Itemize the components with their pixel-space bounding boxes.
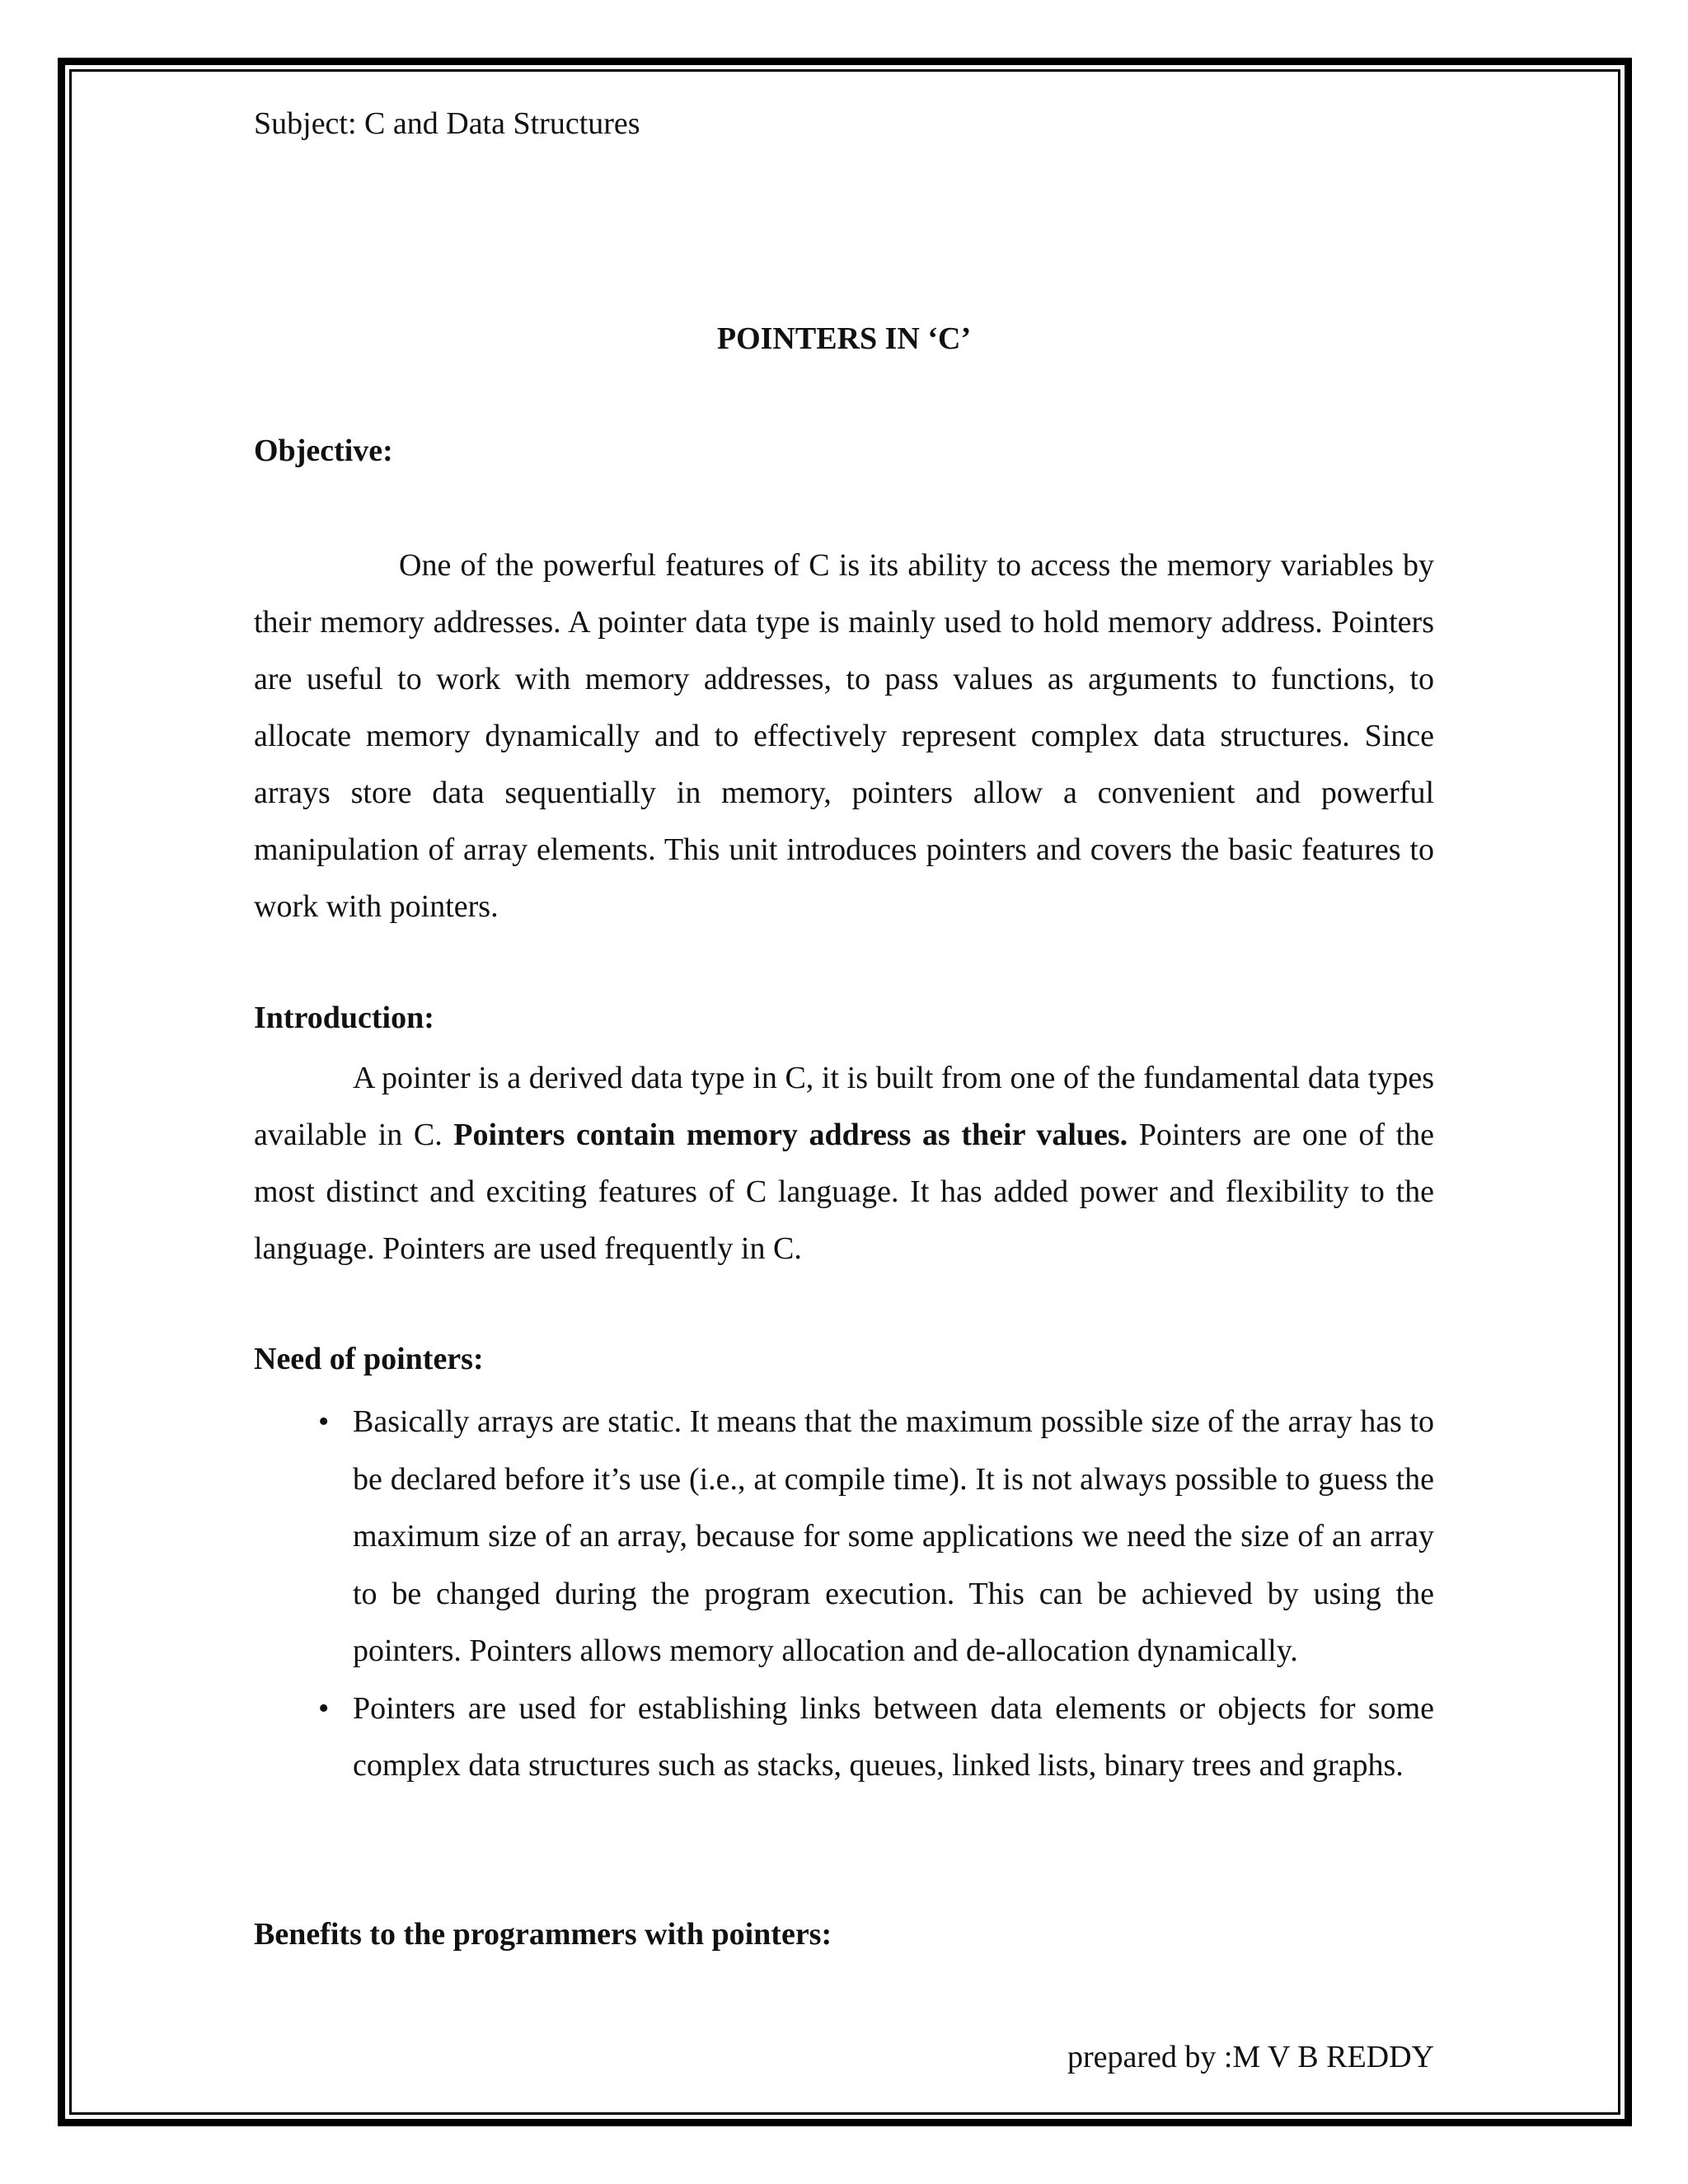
- need-bullet-list: [254, 1394, 1434, 1795]
- benefits-heading: Benefits to the programmers with pointers:: [254, 1917, 832, 1952]
- list-item: [254, 1680, 1434, 1795]
- bullet-icon: •: [318, 1690, 330, 1726]
- introduction-paragraph: [254, 1050, 1434, 1277]
- page-title: POINTERS IN ‘C’: [716, 321, 972, 356]
- bullet-text: Basically arrays are static. It means that the maximum possible size of the array has to be declared before it’s use (i.e., at compile time). It is not always possible to guess the maximum size of an array, because for some applications we need the size of an array to be changed during the program execution. This can be achieved by using the pointers. Pointers allows memory allocation and de-allocation dynamically.: [353, 1404, 1434, 1668]
- introduction-text-bold: Pointers contain memory address as their values.: [453, 1118, 1128, 1152]
- introduction-text-start: A pointer is a derived data type in C, it is built from one of the fundamental data types available in C.: [254, 1061, 1434, 1152]
- need-heading: Need of pointers:: [254, 1342, 484, 1376]
- objective-heading: Objective:: [254, 434, 393, 468]
- list-item: [254, 1394, 1434, 1680]
- introduction-heading: Introduction:: [254, 1001, 434, 1035]
- objective-paragraph: One of the powerful features of C is its ability to access the memory variables by their memory addresses. A pointer data type is mainly used to hold memory address. Pointers are useful to work with memory addresses, to pass values as arguments to functions, to allocate memory dynamically and to effectively represent complex data structures. Since arrays store data sequentially in memory, pointers allow a convenient and powerful manipulation of array elements. This unit introduces pointers and covers the basic features to work with pointers.: [254, 548, 1434, 924]
- subject-header: Subject: C and Data Structures: [254, 106, 640, 141]
- prepared-by-footer: prepared by :M V B REDDY: [1067, 2040, 1434, 2074]
- bullet-icon: •: [318, 1404, 330, 1439]
- introduction-text-end: Pointers are one of the most distinct and exciting features of C language. It has added power and flexibility to the language. Pointers are used frequently in C.: [254, 1118, 1434, 1266]
- bullet-text: Pointers are used for establishing links between data elements or objects for some complex data structures such as stacks, queues, linked lists, binary trees and graphs.: [353, 1690, 1434, 1783]
